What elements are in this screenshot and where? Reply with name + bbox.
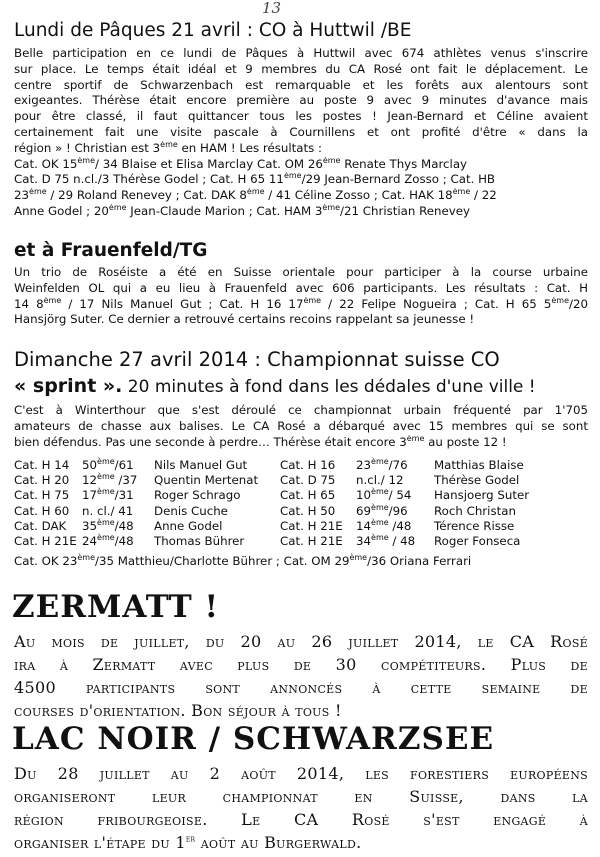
text-line: exigeantes. Thérèse était encore première au poste 9 avec 9 minutes d'avance mais: [14, 93, 588, 108]
results-row: [14, 519, 533, 534]
results-cell-cat2: Cat. H 50: [280, 503, 336, 518]
section-lac-noir-body: [14, 762, 588, 854]
results-cell-rank2: 69ème/96: [356, 502, 408, 518]
results-row: [14, 504, 533, 519]
results-cell-name2: Térence Risse: [434, 518, 515, 533]
results-row: [14, 488, 533, 503]
results-cell-name2: Roger Fonseca: [434, 534, 521, 549]
section-zermatt-body: [14, 630, 588, 722]
results-cell-rank2: n.cl./ 12: [356, 473, 404, 488]
text-line: sur place. Le temps était idéal et 9 membres du CA Rosé ont fait le déplacement. Le: [14, 61, 588, 76]
text-line: Cat. D 75 n.cl./3 Thérèse Godel ; Cat. H 65 11ème/29 Jean-Bernard Zosso ; Cat. HB: [14, 172, 496, 187]
section-zermatt-title: ZERMATT !: [12, 589, 220, 625]
section-huttwil-title: Lundi de Pâques 21 avril : CO à Huttwil /BE: [14, 20, 412, 41]
results-row: [14, 473, 533, 488]
text-line: bien défendus. Pas une seconde à perdre… Thérèse était encore 3ème au poste 12 !: [14, 434, 507, 449]
text-line: Belle participation en ce lundi de Pâques à Huttwil avec 674 athlètes venus s'inscrire: [14, 46, 588, 60]
text-line: centre sportif de Schwarzenbach est remarquable et les forêts aux alentours sont: [14, 77, 588, 92]
results-cell-rank: 17ème/31: [82, 487, 134, 503]
text-line: certainement fait une visite pascale à Cournillens et ont profité d'être « dans la: [14, 124, 588, 139]
results-cell-name: Denis Cuche: [154, 503, 228, 518]
text-line: 23ème / 29 Roland Renevey ; Cat. DAK 8ème / 41 Céline Zosso ; Cat. HAK 18ème / 22: [14, 188, 497, 203]
section-frauenfeld-title: et à Frauenfeld/TG: [14, 240, 208, 261]
results-cell-rank: 24ème/48: [82, 533, 134, 549]
text-line: région fribourgeoise. Le CA Rosé s'est engagé à: [14, 810, 588, 829]
text-line: C'est à Winterthour que s'est déroulé ce championnat urbain fréquenté par 1'705: [14, 403, 588, 417]
results-cell-name2: Thérèse Godel: [434, 473, 520, 488]
results-cell-cat2: Cat. H 21E: [280, 518, 343, 533]
results-cell-cat2: Cat. H 65: [280, 488, 336, 503]
results-cell-rank: 12ème /37: [82, 472, 138, 488]
text-line: 14 8ème / 17 Nils Manuel Gut ; Cat. H 16 17ème / 22 Felipe Nogueira ; Cat. H 65 5ème/20: [14, 296, 588, 311]
results-cell-cat: Cat. H 20: [14, 473, 70, 488]
text-line: amateurs de chasse aux balises. Le CA Rosé a débarqué avec 15 membres qui se sont: [14, 418, 588, 433]
results-cell-name: Thomas Bührer: [154, 534, 245, 549]
text-line: ira à Zermatt avec plus de 30 compétiteurs. Plus de: [14, 655, 588, 674]
results-cell-cat2: Cat. H 21E: [280, 534, 343, 549]
results-cell-cat: Cat. H 60: [14, 503, 70, 518]
results-cell-rank2: 14ème /48: [356, 517, 412, 533]
results-cell-rank: 50ème/61: [82, 457, 134, 472]
results-cell-name: Nils Manuel Gut: [154, 458, 248, 472]
results-cell-name: Roger Schrago: [154, 488, 241, 503]
results-cell-cat: Cat. DAK: [14, 518, 67, 533]
text-line: organiser l'étape du 1er août au Burgerwald.: [14, 833, 362, 852]
text-line: Au mois de juillet, du 20 au 26 juillet 2014, le CA Rosé: [14, 632, 588, 651]
text-line: région » ! Christian est 3ème en HAM ! Les résultats :: [14, 140, 322, 155]
text-line: organiseront leur championnat en Suisse, dans la: [14, 787, 588, 806]
subtitle-rest: 20 minutes à fond dans les dédales d'une ville !: [122, 377, 536, 397]
results-cell-name2: Roch Christan: [434, 503, 516, 518]
results-cell-rank2: 10ème/ 54: [356, 487, 412, 503]
results-cell-rank: n. cl./ 41: [82, 503, 134, 518]
results-cell-rank: 35ème/48: [82, 517, 134, 533]
results-cell-cat2: Cat. D 75: [280, 473, 336, 488]
results-row: [14, 458, 533, 473]
results-cell-rank2: 23ème/76: [356, 457, 408, 472]
section-sprint-body: [14, 403, 588, 450]
results-cell-cat2: Cat. H 16: [280, 458, 336, 472]
results-cell-name: Quentin Mertenat: [154, 473, 259, 488]
text-line: Un trio de Roséiste a été en Suisse orientale pour participer à la course urbaine: [14, 265, 588, 279]
sprint-results-table: [14, 458, 533, 549]
sprint-results-last-line: Cat. OK 23ème/35 Matthieu/Charlotte Bührer ; Cat. OM 29ème/36 Oriana Ferrari: [14, 553, 472, 568]
text-line: Anne Godel ; 20ème Jean-Claude Marion ; Cat. HAM 3ème/21 Christian Renevey: [14, 203, 470, 218]
section-frauenfeld-body: [14, 265, 588, 328]
section-lac-noir-title: LAC NOIR / SCHWARZSEE: [12, 721, 495, 757]
text-line: 4500 participants sont annoncés à cette semaine de: [14, 678, 588, 697]
section-sprint-subtitle: [14, 375, 536, 398]
results-cell-rank2: 34ème / 48: [356, 533, 416, 549]
text-line: Weinfelden OL qui a eu lieu à Frauenfeld avec 606 participants. Les résultats : Cat. H: [14, 280, 588, 295]
section-huttwil-body: [14, 46, 588, 220]
subtitle-strong: « sprint ».: [14, 375, 123, 397]
results-cell-name: Anne Godel: [154, 518, 223, 533]
results-cell-cat: Cat. H 75: [14, 488, 70, 503]
results-cell-name2: Hansjoerg Suter: [434, 488, 530, 503]
text-line: Hansjörg Suter. Ce dernier a retrouvé certains recoins rappelant sa jeunesse !: [14, 312, 475, 327]
page-number: 13: [262, 0, 282, 17]
results-row: [14, 534, 533, 549]
results-cell-cat: Cat. H 21E: [14, 534, 77, 549]
text-line: Cat. OK 15ème/ 34 Blaise et Elisa Marclay Cat. OM 26ème Renate Thys Marclay: [14, 156, 468, 171]
text-line: Du 28 juillet au 2 août 2014, les forestiers européens: [14, 764, 588, 783]
section-sprint-title: Dimanche 27 avril 2014 : Championnat suisse CO: [14, 348, 500, 371]
results-cell-name2: Matthias Blaise: [434, 458, 524, 472]
text-line: courses d'orientation. Bon séjour à tous !: [14, 701, 342, 720]
results-cell-cat: Cat. H 14: [14, 458, 70, 472]
text-line: pour être classé, il faut quittancer tous les postes ! Jean-Bernard et Céline avaient: [14, 109, 588, 124]
